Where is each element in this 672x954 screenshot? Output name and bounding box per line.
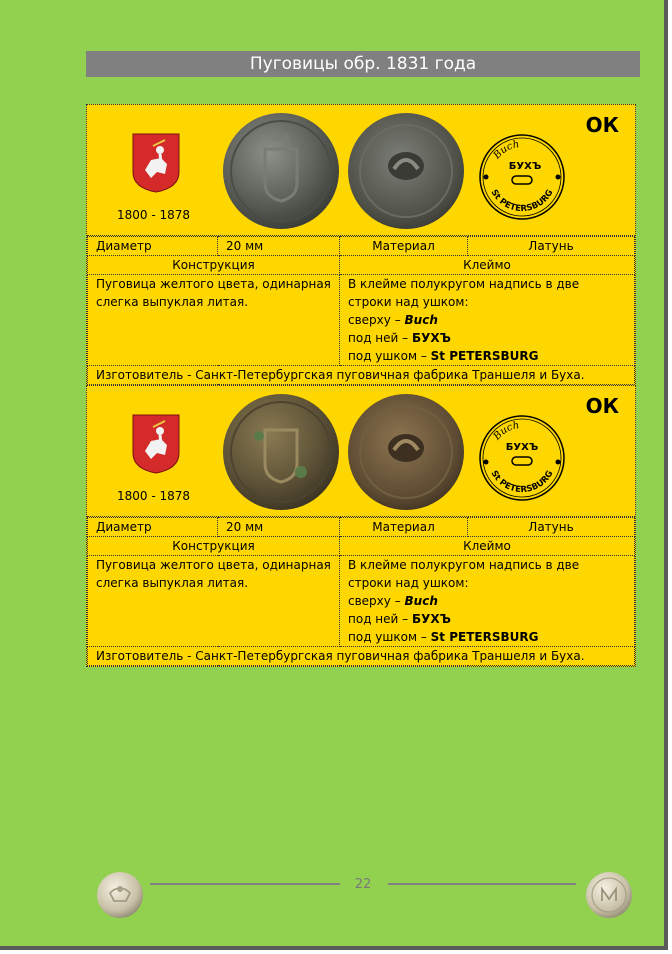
stamp-drawing [478, 414, 566, 502]
specs-table [87, 236, 635, 385]
svg-text:Buch [491, 420, 520, 443]
stamp-drawing [478, 133, 566, 221]
material-value: Латунь [468, 518, 635, 537]
coat-of-arms-image [131, 132, 181, 194]
diameter-label: Диаметр [88, 518, 218, 537]
footer-coin-left-image [96, 871, 144, 919]
maker-text: Изготовитель - Санкт-Петербургская пуговичная фабрика Траншеля и Буха. [88, 647, 635, 666]
stamp-description: В клейме полукругом надпись в две строки над ушком: сверху – Buch под ней – БУХЪ под ушком – St PETERSBURG [340, 275, 635, 366]
image-row [87, 386, 635, 517]
specs-table [87, 517, 635, 666]
button-front-photo [221, 392, 341, 512]
stamp-mid-text: БУХЪ [508, 161, 542, 172]
footer-divider-left [150, 883, 340, 885]
grade-label: ОК [585, 394, 619, 418]
diameter-value: 20 мм [218, 237, 340, 256]
stamp-label: Клеймо [340, 256, 635, 275]
maker-text: Изготовитель - Санкт-Петербургская пуговичная фабрика Траншеля и Буха. [88, 366, 635, 385]
stamp-label: Клеймо [340, 537, 635, 556]
footer-divider-right [388, 883, 576, 885]
diameter-value: 20 мм [218, 518, 340, 537]
construction-label: Конструкция [88, 537, 340, 556]
footer-coin-right-image [585, 871, 633, 919]
svg-text:St PETERSBURG [489, 188, 556, 214]
construction-text: Пуговица желтого цвета, одинарная слегка выпуклая литая. [88, 275, 340, 366]
svg-text:St PETERSBURG [489, 469, 556, 495]
years-label: 1800 - 1878 [117, 208, 191, 222]
svg-text:Buch [491, 139, 520, 162]
coat-of-arms-image [131, 413, 181, 475]
button-card [86, 385, 636, 667]
stamp-top-text: Buch [491, 139, 521, 162]
stamp-top-text: Buch [491, 420, 521, 443]
construction-label: Конструкция [88, 256, 340, 275]
button-back-photo [346, 392, 466, 512]
button-card [86, 104, 636, 386]
material-label: Материал [340, 518, 468, 537]
material-label: Материал [340, 237, 468, 256]
image-row [87, 105, 635, 236]
stamp-bottom-text: St PETERSBURG [488, 188, 556, 215]
construction-text: Пуговица желтого цвета, одинарная слегка выпуклая литая. [88, 556, 340, 647]
grade-label: ОК [585, 113, 619, 137]
page-title: Пуговицы обр. 1831 года [86, 51, 640, 77]
stamp-description: В клейме полукругом надпись в две строки над ушком: сверху – Buch под ней – БУХЪ под ушком – St PETERSBURG [340, 556, 635, 647]
button-front-photo [221, 111, 341, 231]
years-label: 1800 - 1878 [117, 489, 191, 503]
button-back-photo [346, 111, 466, 231]
page-number: 22 [354, 877, 372, 892]
diameter-label: Диаметр [88, 237, 218, 256]
stamp-mid-text: БУХЪ [505, 442, 539, 453]
stamp-bottom-text: St PETERSBURG [488, 469, 556, 496]
material-value: Латунь [468, 237, 635, 256]
